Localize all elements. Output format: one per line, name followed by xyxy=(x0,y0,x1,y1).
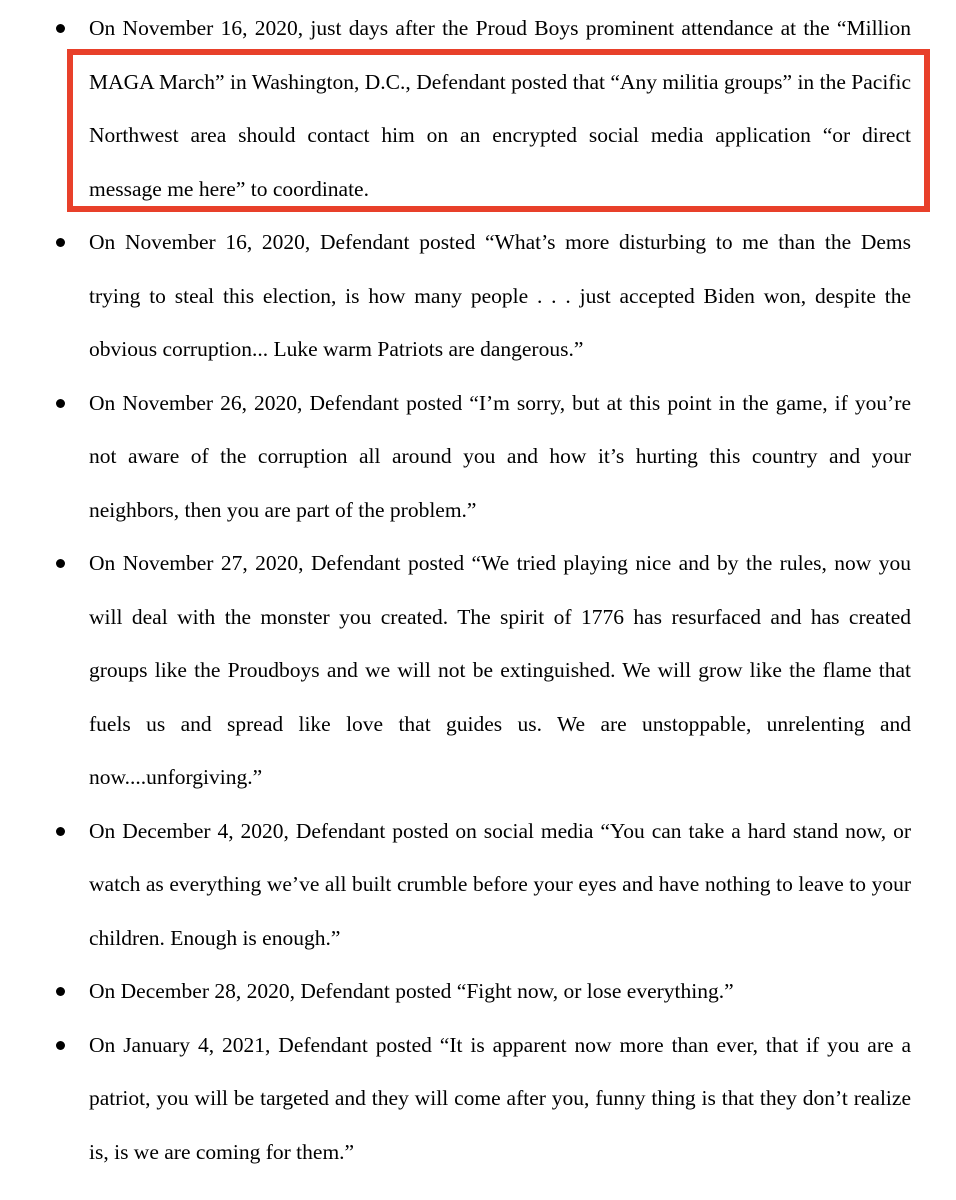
list-item-text: On November 16, 2020, just days after the Proud Boys prominent attendance at the “Million MAGA March” in Washington, D.C., Defendant posted that “Any militia groups” in the Pacific Northwest area should contact him on an encrypted social media application “or direct message me here” to coordinate. xyxy=(89,16,911,201)
list-item xyxy=(0,2,911,216)
bullet-dot-icon xyxy=(56,399,65,408)
list-item-text: On December 4, 2020, Defendant posted on social media “You can take a hard stand now, or watch as everything we’ve all built crumble before your eyes and have nothing to leave to your children. Enough is enough.” xyxy=(89,818,911,950)
bullet-list xyxy=(0,2,956,1179)
bullet-dot-icon xyxy=(56,827,65,836)
list-item xyxy=(0,537,911,805)
bullet-dot-icon xyxy=(56,559,65,568)
list-item xyxy=(0,965,911,1019)
list-item xyxy=(0,1019,911,1180)
list-item xyxy=(0,377,911,538)
bullet-dot-icon xyxy=(56,987,65,996)
list-item xyxy=(0,805,911,966)
bullet-dot-icon xyxy=(56,1041,65,1050)
list-item-text: On January 4, 2021, Defendant posted “It is apparent now more than ever, that if you are a patriot, you will be targeted and they will come after you, funny thing is that they don’t realize is, is we are coming for them.” xyxy=(89,1032,911,1164)
list-item-text: On November 27, 2020, Defendant posted “We tried playing nice and by the rules, now you will deal with the monster you created. The spirit of 1776 has resurfaced and has created groups like the Proudboys and we will not be extinguished. We will grow like the flame that fuels us and spread like love that guides us. We are unstoppable, unrelenting and now....unforgiving.” xyxy=(89,551,911,789)
list-item-text: On November 16, 2020, Defendant posted “What’s more disturbing to me than the Dems trying to steal this election, is how many people . . . just accepted Biden won, despite the obvious corruption... Luke warm Patriots are dangerous.” xyxy=(89,230,911,361)
bullet-dot-icon xyxy=(56,24,65,33)
bullet-dot-icon xyxy=(56,238,65,247)
list-item-text: On November 26, 2020, Defendant posted “I’m sorry, but at this point in the game, if you’re not aware of the corruption all around you and how it’s hurting this country and your neighbors, then you are part of the problem.” xyxy=(89,390,911,522)
list-item-text: On December 28, 2020, Defendant posted “Fight now, or lose everything.” xyxy=(89,979,734,1003)
list-item xyxy=(0,216,911,377)
